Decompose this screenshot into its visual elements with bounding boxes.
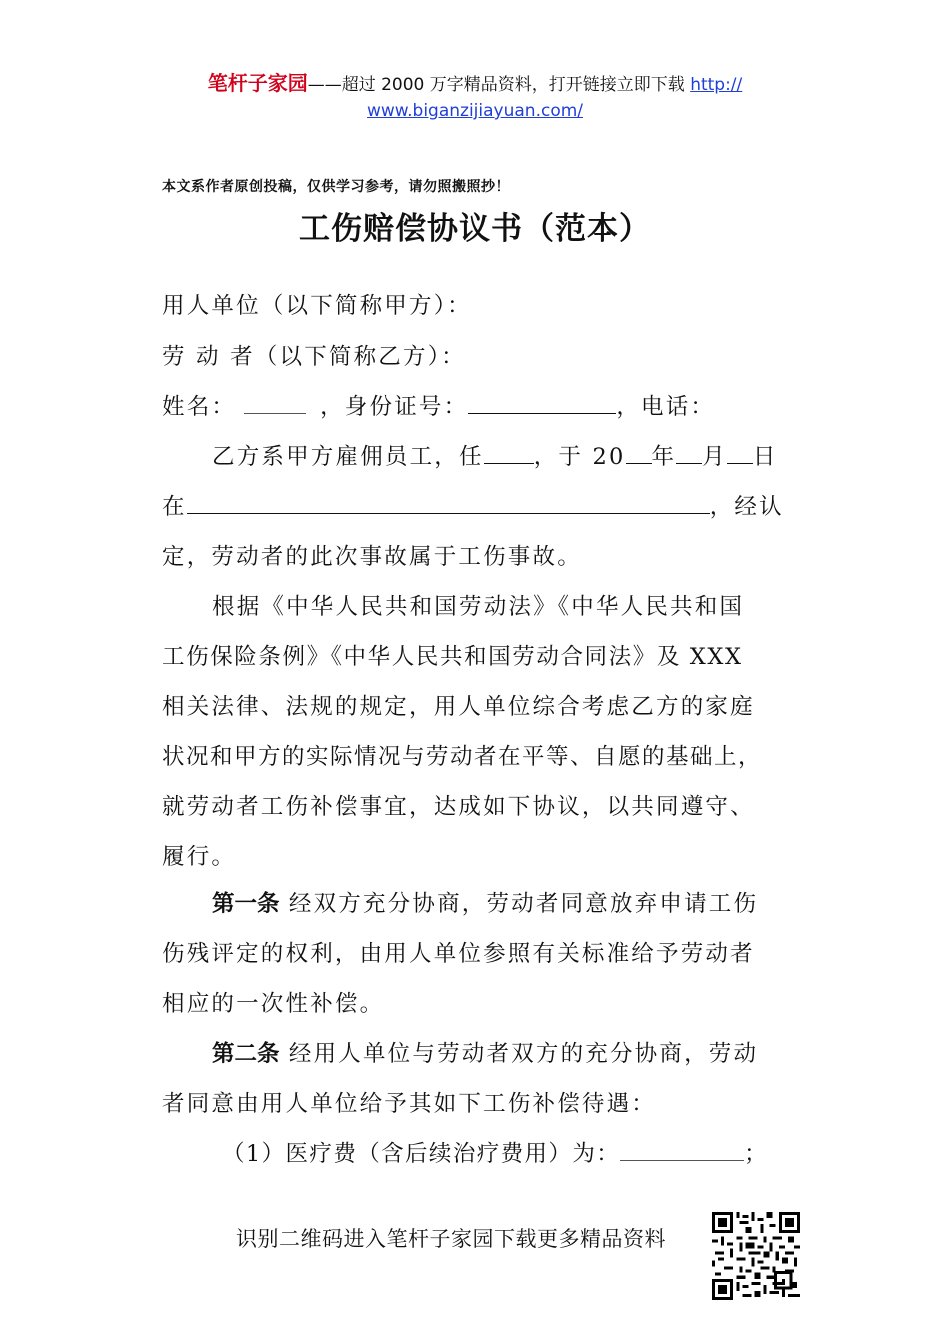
month-blank [676, 443, 702, 464]
id-blank [468, 393, 616, 414]
party-b-line: 劳 动 者（以下简称乙方）： [162, 344, 466, 370]
year-blank [626, 443, 652, 464]
item-1-text: （1）医疗费（含后续治疗费用）为： [222, 1141, 621, 1167]
article-2-label: 第二条 [212, 1041, 280, 1067]
copyright-notice: 本文系作者原创投稿，仅供学习参考，请勿照搬照抄！ [162, 179, 510, 195]
item-1-line [222, 1136, 768, 1168]
p1-text-b: ，于 20 [533, 444, 626, 470]
site-link-continued[interactable]: www.biganzijiayuan.com/ [366, 101, 584, 121]
article-1-line-2: 伤残评定的权利，由用人单位参照有关标准给予劳动者 [162, 941, 755, 967]
header-tagline: ——超过 2000 万字精品资料，打开链接立即下载 [307, 75, 691, 95]
position-blank [484, 443, 534, 464]
article-1-text: 经双方充分协商，劳动者同意放弃申请工伤 [279, 891, 759, 917]
p1-text-d: 月 [702, 444, 727, 470]
item-1-end: ； [744, 1141, 769, 1167]
article-2-line-1 [212, 1036, 758, 1068]
paragraph-2-line-1: 根据《中华人民共和国劳动法》《中华人民共和国 [212, 594, 745, 620]
paragraph-2-line-4: 状况和甲方的实际情况与劳动者在平等、自愿的基础上， [162, 744, 763, 770]
p1-text-c: 年 [651, 444, 677, 470]
document-title: 工伤赔偿协议书（范本） [299, 211, 651, 247]
paragraph-1-line-3: 定，劳动者的此次事故属于工伤事故。 [162, 544, 582, 570]
brand-name: 笔杆子家园 [207, 71, 308, 95]
paragraph-1-line-2 [162, 489, 784, 521]
name-blank [244, 393, 306, 414]
location-blank [187, 493, 710, 514]
phone-label: ，电话： [616, 394, 716, 420]
article-1-line-1 [212, 886, 758, 918]
name-label: 姓名： [162, 394, 237, 420]
article-1-label: 第一条 [212, 891, 280, 917]
id-label: ，身份证号： [320, 394, 469, 420]
article-2-line-2: 者同意由用人单位给予其如下工伤补偿待遇： [162, 1091, 657, 1117]
article-1-line-3: 相应的一次性补偿。 [162, 991, 385, 1017]
party-a-line: 用人单位（以下简称甲方）： [162, 293, 472, 319]
p1-text-f: 在 [162, 494, 187, 520]
paragraph-2-line-6: 履行。 [162, 844, 237, 870]
p1-text-a: 乙方系甲方雇佣员工，任 [212, 444, 484, 470]
site-header [0, 70, 950, 124]
paragraph-2-line-3: 相关法律、法规的规定，用人单位综合考虑乙方的家庭 [162, 694, 755, 720]
article-2-text: 经用人单位与劳动者双方的充分协商，劳动 [279, 1041, 759, 1067]
paragraph-2-line-2: 工伤保险条例》《中华人民共和国劳动合同法》及 XXX [162, 644, 743, 670]
footer-text: 识别二维码进入笔杆子家园下载更多精品资料 [236, 1227, 666, 1251]
paragraph-1-line-1 [212, 439, 778, 471]
p1-text-e: 日 [752, 444, 778, 470]
site-link[interactable]: http:// [690, 75, 743, 95]
paragraph-2-line-5: 就劳动者工伤补偿事宜，达成如下协议，以共同遵守、 [162, 794, 755, 820]
p1-text-g: ，经认 [709, 494, 784, 520]
medical-fee-blank [620, 1140, 744, 1161]
identity-line [162, 389, 715, 421]
qr-code-icon[interactable] [712, 1212, 800, 1300]
day-blank [727, 443, 753, 464]
